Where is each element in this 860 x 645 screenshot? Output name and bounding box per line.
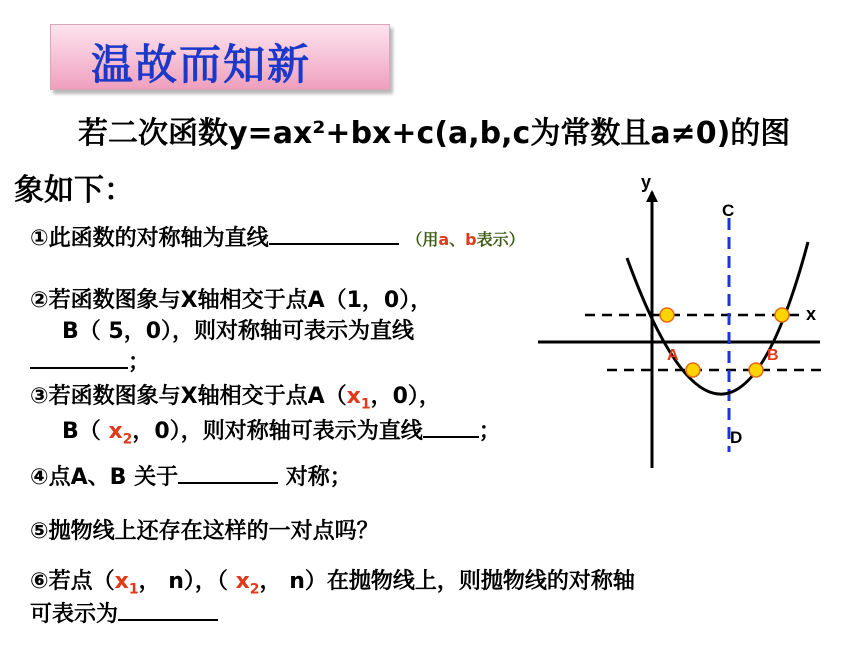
x-axis-label: x [806, 304, 817, 324]
q1-text: ①此函数的对称轴为直线 [30, 226, 269, 251]
q3-suffix: ，0）， [370, 384, 441, 409]
label-d: D [730, 428, 743, 447]
intro-suffix: 的图 [730, 116, 791, 151]
q4-suffix: 对称； [278, 465, 352, 490]
q6-prefix: ⑥若点（ [30, 569, 115, 594]
q1-hint-a: a [438, 230, 450, 249]
intro-paren: (a,b,c为常数且a≠0) [434, 116, 731, 151]
page-title: 温故而知新 [91, 40, 312, 89]
q3-x1-var: x [346, 384, 361, 409]
q6-x2-var: x [235, 569, 250, 594]
q6-mid1: ， n），（ [138, 569, 236, 594]
intro-prefix: 若二次函数 [78, 116, 228, 151]
q6-x1-sub: 1 [128, 581, 139, 598]
q3-x2-var: x [108, 419, 123, 444]
q1-hint-b: b [465, 230, 477, 249]
label-b: B [767, 347, 779, 364]
q3-end: ； [478, 419, 501, 444]
question-2-line-2: B（ 5，0），则对称轴可表示为直线 [62, 319, 415, 344]
label-a: A [667, 347, 679, 364]
point-right-upper [775, 308, 789, 322]
q6-line2: 可表示为 [30, 602, 119, 627]
intro-line-2: 象如下： [14, 173, 134, 208]
q1-hint-close: 表示） [476, 230, 525, 249]
q3-x1-sub: 1 [360, 396, 371, 413]
point-left-lower [686, 363, 700, 377]
q6-x1-var: x [114, 569, 129, 594]
intro-formula: y=ax²+bx+c [228, 116, 435, 151]
q3-line2-suffix: ，0），则对称轴可表示为直线 [132, 419, 423, 444]
question-2-line-1: ②若函数图象与X轴相交于点A（1，0）， [30, 288, 433, 313]
y-axis-label: y [641, 172, 652, 192]
q6-mid2: ， n）在抛物线上，则抛物线的对称轴 [259, 569, 635, 594]
q1-hint-sep: 、 [449, 230, 466, 249]
question-5: ⑤抛物线上还存在这样的一对点吗？ [30, 519, 379, 544]
q2-end: ； [128, 350, 151, 375]
q3-prefix: ③若函数图象与X轴相交于点A（ [30, 384, 347, 409]
point-left-upper [660, 308, 674, 322]
label-c: C [722, 201, 735, 220]
q3-x2-sub: 2 [122, 431, 133, 448]
q1-hint-open: （用 [406, 230, 439, 249]
q6-x2-sub: 2 [249, 581, 260, 598]
point-right-lower [749, 363, 763, 377]
q4-prefix: ④点A、B 关于 [30, 465, 179, 490]
q3-line2-prefix: B（ [62, 419, 109, 444]
